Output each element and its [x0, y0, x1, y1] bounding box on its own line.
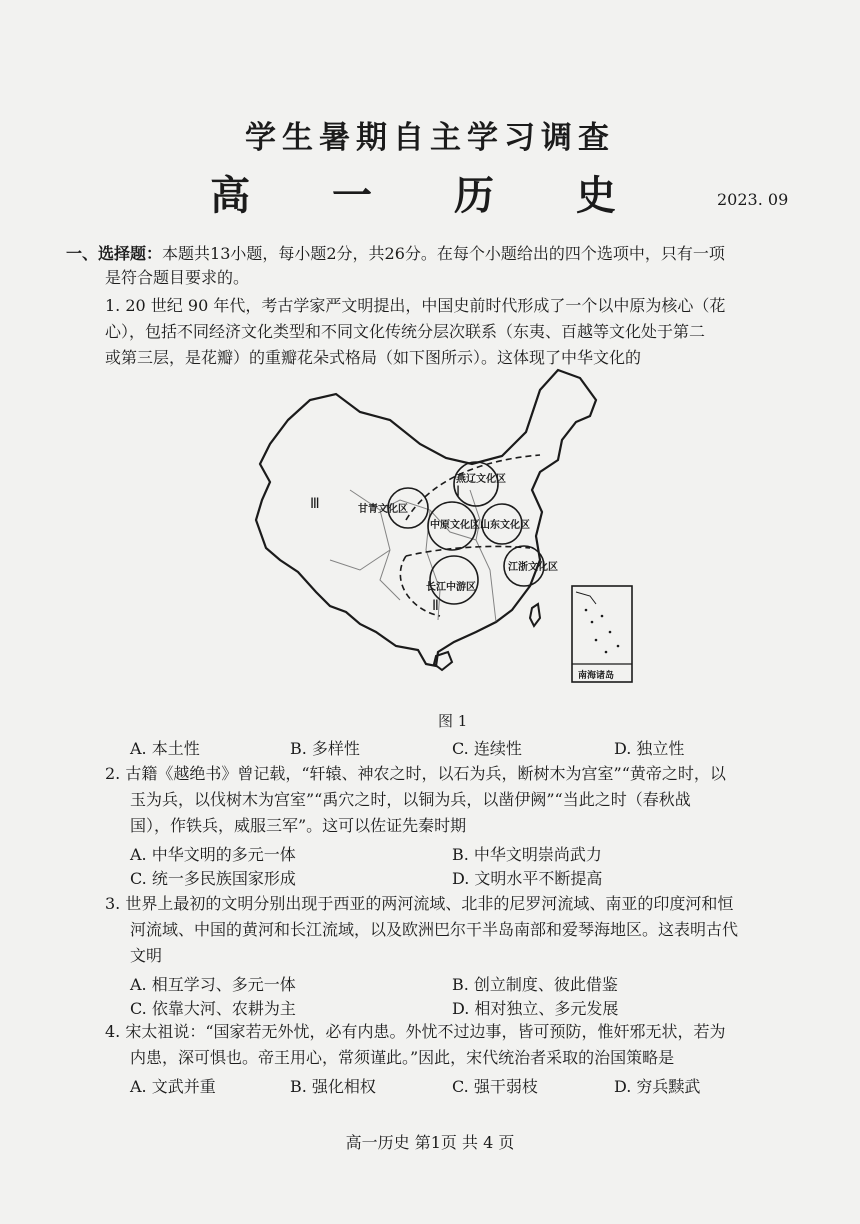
q1-option-d[interactable]: D. 独立性 [614, 739, 685, 758]
label-shandong: 山东文化区 [480, 520, 530, 531]
taiwan-island [530, 604, 540, 626]
q1-option-a[interactable]: A. 本土性 [130, 739, 200, 758]
inset-label: 南海诸岛 [578, 671, 615, 681]
q3-option-b[interactable]: B. 创立制度、彼此借鉴 [452, 975, 618, 994]
q1-option-c[interactable]: C. 连续性 [452, 739, 522, 758]
changjiang-circle [430, 556, 478, 604]
q4-option-b[interactable]: B. 强化相权 [290, 1077, 376, 1096]
q3-line-1: 3. 世界上最初的文明分别出现于西亚的两河流域、北非的尼罗河流域、南亚的印度河和恒 [105, 894, 734, 913]
q3-line-2: 河流域、中国的黄河和长江流域，以及欧洲巴尔干半岛南部和爱琴海地区。这表明古代 [130, 920, 739, 939]
south-sea-inset [572, 586, 632, 682]
label-changjiang: 长江中游区 [426, 582, 476, 593]
q1-line-1: 1. 20 世纪 90 年代，考古学家严文明提出，中国史前时代形成了一个以中原为核心（花 [105, 296, 726, 315]
exam-date: 2023. 09 [717, 190, 789, 209]
q2-option-d[interactable]: D. 文明水平不断提高 [452, 869, 603, 888]
section-intro-text: 本题共13小题，每小题2分，共26分。在每个小题给出的四个选项中，只有一项 [162, 244, 725, 263]
q3-option-a[interactable]: A. 相互学习、多元一体 [130, 975, 296, 994]
subject-title: 高 一 历 史 [210, 172, 650, 219]
q2-line-2: 玉为兵，以伐树木为宫室”“禹穴之时，以铜为兵，以凿伊阙”“当此之时（春秋战 [130, 790, 691, 809]
label-yanliao: 燕辽文化区 [456, 474, 506, 485]
label-zhongyuan: 中原文化区 [430, 520, 480, 531]
label-jiangzhe: 江浙文化区 [508, 562, 558, 573]
q2-line-3: 国），作铁兵，威服三军”。这可以佐证先秦时期 [130, 816, 467, 835]
page-footer: 高一历史 第1页 共 4 页 [345, 1133, 515, 1152]
q4-option-a[interactable]: A. 文武并重 [130, 1077, 216, 1096]
q4-option-d[interactable]: D. 穷兵黩武 [614, 1077, 701, 1096]
q2-option-a[interactable]: A. 中华文明的多元一体 [130, 845, 296, 864]
china-culture-map [240, 360, 640, 690]
section-intro-line-2: 是符合题目要求的。 [105, 268, 250, 287]
q2-option-c[interactable]: C. 统一多民族国家形成 [130, 869, 296, 888]
label-layer1: Ⅰ [456, 484, 461, 500]
label-layer2: Ⅱ [432, 598, 439, 614]
q4-option-c[interactable]: C. 强干弱枝 [452, 1077, 538, 1096]
q1-line-3: 或第三层，是花瓣）的重瓣花朵式格局（如下图所示）。这体现了中华文化的 [105, 348, 642, 367]
q2-option-b[interactable]: B. 中华文明崇尚武力 [452, 845, 602, 864]
label-layer3: Ⅲ [310, 496, 320, 512]
label-ganqing: 甘青文化区 [358, 504, 408, 515]
q3-line-3: 文明 [130, 946, 163, 965]
q1-option-b[interactable]: B. 多样性 [290, 739, 360, 758]
q3-option-d[interactable]: D. 相对独立、多元发展 [452, 999, 619, 1018]
section-intro-line-1 [66, 244, 725, 264]
figure-caption: 图 1 [438, 712, 468, 730]
q2-line-1: 2. 古籍《越绝书》曾记载，“轩辕、神农之时，以石为兵，断树木为宫室”“黄帝之时，以 [105, 764, 726, 783]
q4-line-2: 内患，深可惧也。帝王用心，常须谨此。”因此，宋代统治者采取的治国策略是 [130, 1048, 675, 1067]
q1-line-2: 心），包括不同经济文化类型和不同文化传统分层次联系（东夷、百越等文化处于第二 [105, 322, 706, 341]
q3-option-c[interactable]: C. 依靠大河、农耕为主 [130, 999, 296, 1018]
exam-title: 学生暑期自主学习调查 [245, 120, 615, 156]
section-label: 一、选择题： [66, 244, 163, 263]
q4-line-1: 4. 宋太祖说：“国家若无外忧，必有内患。外忧不过边事，皆可预防，惟奸邪无状，若为 [105, 1022, 726, 1041]
